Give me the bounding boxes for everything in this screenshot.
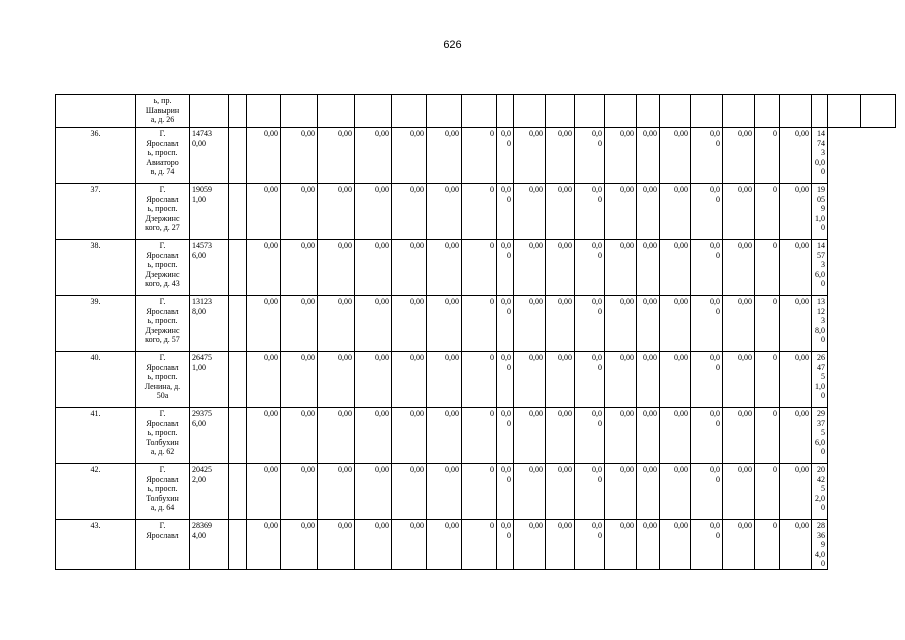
value-cell: 0,00 (605, 352, 637, 408)
value-cell: 0,00 (546, 464, 575, 520)
value-cell: 0 (755, 520, 780, 570)
value-cell: 0,00 (427, 464, 462, 520)
value-cell: 0,00 (723, 296, 755, 352)
value-cell: 0,00 (497, 184, 514, 240)
value-cell: 0,00 (660, 520, 691, 570)
table-row (56, 520, 896, 570)
value-cell (247, 95, 281, 128)
value-cell: 0 (755, 240, 780, 296)
value-cell: 0 (462, 520, 497, 570)
value-cell (392, 95, 427, 128)
total-cell: 26475 1,00 (812, 352, 828, 408)
total-cell: 20425 2,00 (190, 464, 229, 520)
value-cell: 0,00 (497, 464, 514, 520)
value-cell: 0,00 (318, 184, 355, 240)
value-cell: 0,00 (281, 408, 318, 464)
value-cell (229, 296, 247, 352)
value-cell: 0,00 (780, 240, 812, 296)
value-cell: 0 (462, 184, 497, 240)
value-cell: 0 (755, 184, 780, 240)
value-cell: 0,00 (780, 464, 812, 520)
value-cell: 0,00 (247, 352, 281, 408)
total-cell: 19059 1,00 (190, 184, 229, 240)
value-cell: 0,00 (355, 128, 392, 184)
value-cell: 0 (462, 296, 497, 352)
value-cell: 0,00 (605, 128, 637, 184)
value-cell (229, 520, 247, 570)
value-cell (229, 464, 247, 520)
value-cell: 0,00 (392, 408, 427, 464)
value-cell (546, 95, 575, 128)
value-cell (229, 352, 247, 408)
value-cell: 0,00 (355, 184, 392, 240)
value-cell: 0 (755, 128, 780, 184)
value-cell: 0,00 (660, 184, 691, 240)
value-cell (660, 95, 691, 128)
value-cell (318, 95, 355, 128)
value-cell: 0,00 (514, 464, 546, 520)
address-cell: Г. Ярославл ь, просп. Толбухин а, д. 64 (136, 464, 190, 520)
value-cell: 0,00 (780, 128, 812, 184)
value-cell: 0,00 (723, 128, 755, 184)
value-cell: 0,00 (355, 464, 392, 520)
value-cell: 0,00 (318, 240, 355, 296)
value-cell: 0,00 (660, 464, 691, 520)
value-cell: 0,00 (355, 240, 392, 296)
value-cell (637, 95, 660, 128)
total-cell: 14743 0,00 (812, 128, 828, 184)
row-number-cell: 36. (56, 128, 136, 184)
value-cell: 0,00 (355, 408, 392, 464)
value-cell: 0,00 (281, 184, 318, 240)
value-cell: 0,00 (427, 520, 462, 570)
value-cell: 0,00 (281, 352, 318, 408)
value-cell: 0,0 0 (575, 184, 605, 240)
value-cell: 0,00 (318, 296, 355, 352)
value-cell (828, 95, 861, 128)
value-cell: 0,0 0 (691, 240, 723, 296)
page-number: 626 (443, 39, 462, 51)
table-row (56, 296, 896, 352)
table-row-continued (56, 95, 896, 128)
total-cell: 28369 4,00 (812, 520, 828, 570)
address-cell: Г. Ярославл (136, 520, 190, 570)
value-cell: 0 (462, 240, 497, 296)
value-cell: 0,0 0 (575, 352, 605, 408)
row-number-cell: 37. (56, 184, 136, 240)
value-cell: 0,00 (318, 352, 355, 408)
value-cell: 0,00 (723, 240, 755, 296)
value-cell: 0,00 (514, 352, 546, 408)
value-cell: 0,0 0 (575, 296, 605, 352)
value-cell: 0,0 0 (575, 520, 605, 570)
value-cell: 0,00 (247, 520, 281, 570)
row-number-cell: 43. (56, 520, 136, 570)
value-cell: 0,00 (427, 296, 462, 352)
value-cell: 0 (755, 296, 780, 352)
value-cell (514, 95, 546, 128)
value-cell: 0,00 (281, 128, 318, 184)
value-cell: 0,0 0 (691, 184, 723, 240)
value-cell: 0,00 (605, 464, 637, 520)
value-cell: 0 (755, 352, 780, 408)
value-cell (229, 184, 247, 240)
value-cell: 0,00 (497, 128, 514, 184)
value-cell: 0,00 (247, 240, 281, 296)
value-cell: 0,00 (497, 352, 514, 408)
value-cell: 0,00 (355, 296, 392, 352)
value-cell: 0,0 0 (691, 520, 723, 570)
value-cell: 0,00 (723, 520, 755, 570)
value-cell: 0,00 (605, 296, 637, 352)
value-cell: 0,00 (723, 184, 755, 240)
value-cell: 0,00 (514, 184, 546, 240)
value-cell (355, 95, 392, 128)
value-cell: 0,00 (514, 408, 546, 464)
value-cell: 0,00 (660, 128, 691, 184)
value-cell: 0,00 (546, 240, 575, 296)
total-cell: 14573 6,00 (190, 240, 229, 296)
row-number-cell: 39. (56, 296, 136, 352)
value-cell: 0,00 (605, 520, 637, 570)
value-cell: 0,00 (780, 520, 812, 570)
value-cell: 0,00 (281, 240, 318, 296)
value-cell: 0 (462, 128, 497, 184)
value-cell: 0,00 (427, 240, 462, 296)
total-cell: 19059 1,00 (812, 184, 828, 240)
value-cell: 0,00 (392, 184, 427, 240)
value-cell: 0,00 (723, 352, 755, 408)
value-cell: 0,00 (723, 464, 755, 520)
value-cell: 0 (462, 464, 497, 520)
value-cell: 0,00 (514, 296, 546, 352)
value-cell: 0,00 (427, 408, 462, 464)
value-cell: 0,0 0 (575, 240, 605, 296)
value-cell (497, 95, 514, 128)
value-cell: 0 (462, 408, 497, 464)
value-cell: 0,00 (427, 184, 462, 240)
value-cell: 0,00 (660, 240, 691, 296)
value-cell (462, 95, 497, 128)
value-cell: 0,0 0 (691, 128, 723, 184)
address-cell: Г. Ярославл ь, просп. Дзержинс кого, д. 57 (136, 296, 190, 352)
value-cell: 0,00 (637, 128, 660, 184)
value-cell (755, 95, 780, 128)
value-cell: 0,00 (281, 464, 318, 520)
value-cell: 0 (755, 408, 780, 464)
value-cell (723, 95, 755, 128)
total-cell: 20425 2,00 (812, 464, 828, 520)
value-cell: 0,00 (637, 352, 660, 408)
value-cell: 0,00 (637, 520, 660, 570)
total-cell: 28369 4,00 (190, 520, 229, 570)
value-cell: 0,00 (427, 128, 462, 184)
value-cell: 0,00 (318, 128, 355, 184)
address-cell: Г. Ярославл ь, просп. Дзержинс кого, д. 27 (136, 184, 190, 240)
value-cell: 0,00 (392, 296, 427, 352)
value-cell: 0,00 (497, 408, 514, 464)
value-cell (780, 95, 812, 128)
value-cell: 0,00 (497, 296, 514, 352)
row-number-cell: 41. (56, 408, 136, 464)
address-cell: ь, пр. Шавырин а, д. 26 (136, 95, 190, 128)
value-cell: 0,00 (660, 408, 691, 464)
value-cell (229, 408, 247, 464)
value-cell: 0 (755, 464, 780, 520)
value-cell: 0,00 (605, 240, 637, 296)
value-cell: 0,00 (514, 128, 546, 184)
table-row (56, 128, 896, 184)
value-cell: 0,00 (247, 296, 281, 352)
total-cell: 29375 6,00 (812, 408, 828, 464)
value-cell: 0,00 (247, 184, 281, 240)
address-cell: Г. Ярославл ь, просп. Толбухин а, д. 62 (136, 408, 190, 464)
total-cell: 26475 1,00 (190, 352, 229, 408)
data-table (55, 94, 896, 570)
row-number-cell: 40. (56, 352, 136, 408)
value-cell: 0,0 0 (575, 128, 605, 184)
value-cell: 0,00 (355, 352, 392, 408)
value-cell: 0,00 (660, 352, 691, 408)
value-cell: 0,00 (514, 240, 546, 296)
table-row (56, 184, 896, 240)
value-cell: 0,00 (605, 408, 637, 464)
value-cell: 0,00 (247, 128, 281, 184)
value-cell: 0,00 (546, 128, 575, 184)
total-cell: 13123 8,00 (190, 296, 229, 352)
value-cell: 0,00 (780, 296, 812, 352)
value-cell: 0,0 0 (691, 464, 723, 520)
value-cell (229, 95, 247, 128)
value-cell: 0,00 (392, 520, 427, 570)
value-cell: 0,00 (497, 520, 514, 570)
value-cell: 0,00 (780, 184, 812, 240)
total-cell: 29375 6,00 (190, 408, 229, 464)
table-row (56, 240, 896, 296)
value-cell: 0 (462, 352, 497, 408)
value-cell: 0,00 (514, 520, 546, 570)
value-cell: 0,0 0 (575, 408, 605, 464)
value-cell: 0,00 (281, 296, 318, 352)
value-cell: 0,00 (427, 352, 462, 408)
value-cell (575, 95, 605, 128)
table-row (56, 408, 896, 464)
value-cell (861, 95, 896, 128)
value-cell: 0,00 (392, 464, 427, 520)
value-cell: 0,0 0 (691, 296, 723, 352)
value-cell (427, 95, 462, 128)
value-cell: 0,0 0 (575, 464, 605, 520)
value-cell: 0,00 (546, 520, 575, 570)
value-cell: 0,00 (637, 296, 660, 352)
total-cell: 13123 8,00 (812, 296, 828, 352)
value-cell (605, 95, 637, 128)
value-cell: 0,0 0 (691, 352, 723, 408)
value-cell: 0,00 (392, 128, 427, 184)
value-cell: 0,00 (247, 464, 281, 520)
value-cell (229, 240, 247, 296)
table-row (56, 352, 896, 408)
address-cell: Г. Ярославл ь, просп. Дзержинс кого, д. 43 (136, 240, 190, 296)
value-cell: 0,00 (780, 352, 812, 408)
table-row (56, 464, 896, 520)
value-cell: 0,00 (723, 408, 755, 464)
value-cell (691, 95, 723, 128)
value-cell (281, 95, 318, 128)
value-cell: 0,00 (247, 408, 281, 464)
row-number-cell: 38. (56, 240, 136, 296)
value-cell (190, 95, 229, 128)
value-cell: 0,00 (660, 296, 691, 352)
value-cell: 0,00 (392, 240, 427, 296)
value-cell: 0,00 (281, 520, 318, 570)
value-cell: 0,00 (637, 240, 660, 296)
value-cell: 0,00 (497, 240, 514, 296)
value-cell: 0,00 (780, 408, 812, 464)
value-cell: 0,00 (392, 352, 427, 408)
value-cell: 0,00 (637, 184, 660, 240)
value-cell: 0,00 (546, 296, 575, 352)
value-cell: 0,00 (637, 464, 660, 520)
value-cell: 0,00 (355, 520, 392, 570)
value-cell: 0,00 (546, 352, 575, 408)
value-cell: 0,0 0 (691, 408, 723, 464)
address-cell: Г. Ярославл ь, просп. Авиаторо в, д. 74 (136, 128, 190, 184)
total-cell: 14573 6,00 (812, 240, 828, 296)
row-number-cell: 42. (56, 464, 136, 520)
address-cell: Г. Ярославл ь, просп. Ленина, д. 50а (136, 352, 190, 408)
value-cell: 0,00 (605, 184, 637, 240)
value-cell: 0,00 (637, 408, 660, 464)
value-cell: 0,00 (318, 408, 355, 464)
value-cell: 0,00 (546, 184, 575, 240)
value-cell (812, 95, 828, 128)
value-cell: 0,00 (318, 464, 355, 520)
value-cell (229, 128, 247, 184)
value-cell: 0,00 (546, 408, 575, 464)
row-number-cell (56, 95, 136, 128)
value-cell: 0,00 (318, 520, 355, 570)
total-cell: 14743 0,00 (190, 128, 229, 184)
